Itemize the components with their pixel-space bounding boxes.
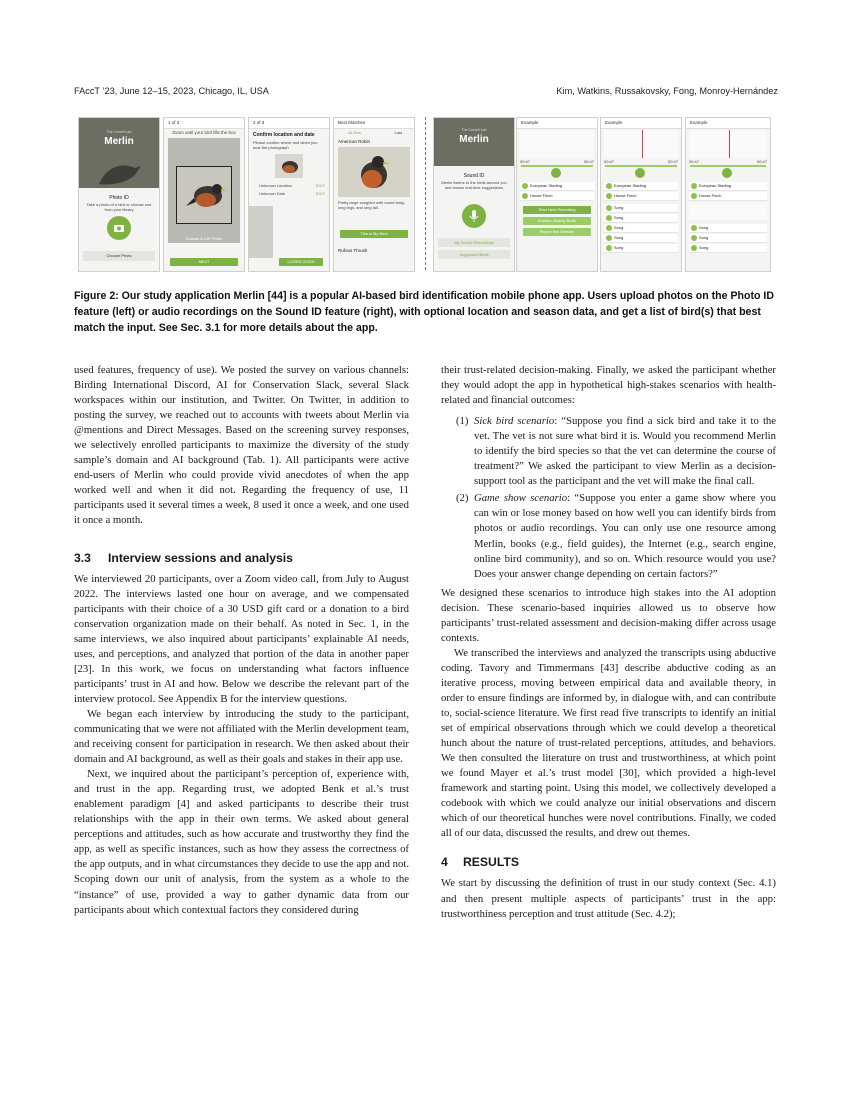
song-row[interactable]: Song (604, 224, 678, 233)
song-row[interactable]: Song (689, 234, 767, 243)
brand-title: Merlin (459, 134, 489, 145)
bird-thumb-icon (691, 193, 697, 199)
play-button[interactable] (551, 168, 561, 178)
song-row[interactable]: Song (604, 204, 678, 213)
running-header-left: FAccT ’23, June 12–15, 2023, Chicago, IL, USA (74, 86, 269, 96)
section-heading-3-3: 3.3 Interview sessions and analysis (74, 550, 293, 565)
choose-diff-photo[interactable]: Choose A Diff. Photo (185, 236, 223, 241)
song-icon (606, 235, 612, 241)
explore-nearby-button[interactable]: Explore Nearby Birds (523, 217, 591, 225)
match-photo (338, 147, 410, 197)
crop-photo (168, 138, 240, 243)
confirm-title: Confirm location and date (253, 132, 315, 138)
left-column (74, 363, 409, 918)
figure-divider (425, 117, 426, 270)
screen-sound-results-2 (600, 117, 682, 272)
screen-sound-results-3 (685, 117, 771, 272)
figure-merlin-screens (78, 117, 772, 270)
bird-thumb-icon (606, 193, 612, 199)
choose-photo-button[interactable]: Choose Photo (83, 251, 155, 261)
section-heading-4: 4 RESULTS (441, 855, 519, 870)
spectrogram (520, 130, 594, 158)
song-icon (691, 235, 697, 241)
song-row[interactable]: Song (604, 234, 678, 243)
matches-title: Best Matches (334, 118, 414, 129)
play-button[interactable] (722, 168, 732, 178)
result-row[interactable]: House Finch (604, 192, 678, 201)
screen-best-matches (333, 117, 415, 272)
step-indicator: 2 of 3 (249, 118, 329, 129)
list-item: (1) Sick bird scenario: “Suppose you find a sick bird and take it to the vet. The vet is not sure what bird it is. Would you recommend Merlin to identify the bird species so that the vet can determine the course of treatment?” We asked the participant to view Merlin as a decision-support tool as the participant and the vet will make the final call. (456, 415, 776, 488)
bird-thumb-icon (522, 193, 528, 199)
screen-photo-id (78, 117, 160, 272)
microphone-icon (462, 204, 486, 228)
screen-title: Example (686, 118, 770, 129)
time-end: 00:47 (667, 159, 678, 164)
my-recordings-button[interactable]: My Sound Recordings (438, 238, 510, 247)
screen-location (248, 117, 330, 272)
running-header-right: Kim, Watkins, Russakovsky, Fong, Monroy-Hernández (556, 86, 778, 96)
song-row[interactable]: Song (689, 244, 767, 253)
unknown-location[interactable]: Unknown Location (259, 183, 292, 188)
paragraph: used features, frequency of use). We posted the survey on various channels: Birding International Discord, AI for Conservation Slack, several Slack workspaces within our institution, and Twitter. On Twitter, in addition to posting the survey, we reached out to accounts with tweets about Merlin via @mentions and Direct Messages. Based on the screening survey responses, we selectively enrolled participants to maximize the diversity of the study sample’s domain and AI background (Tab. 1). All participants were active end-users of Merlin who could provide vivid anecdotes of when the app worked well and when it did not. Regarding the frequency of use, 11 participants used it several times a week, 8 used it once a week, and one used it once a month. (74, 364, 409, 527)
time-start: 00:47 (689, 159, 700, 164)
second-match-name: Rufous Thrush (338, 248, 368, 253)
bird-silhouette-icon (93, 152, 145, 188)
edit-location[interactable]: EDIT (315, 183, 325, 188)
tab-last[interactable]: Last (394, 130, 402, 135)
progress-bar[interactable] (690, 165, 766, 167)
unknown-date[interactable]: Unknown Date (259, 191, 286, 196)
song-icon (691, 245, 697, 251)
result-row[interactable]: House Finch (520, 192, 594, 201)
song-icon (606, 205, 612, 211)
song-row[interactable]: Song (604, 244, 678, 253)
match-bird-name: American Robin (338, 139, 371, 144)
brand-small: The Cornell Lab (461, 128, 487, 132)
paragraph: We start by discussing the definition of trust in our study context (Sec. 4.1) and then present multiple aspects of participants’ trust in the app: trustworthiness perception and trust attitude (Sec. 4.2); (441, 877, 776, 920)
song-row[interactable]: Song (604, 214, 678, 223)
play-button[interactable] (635, 168, 645, 178)
photo-strip (249, 206, 273, 258)
tab-all-sea[interactable]: All Sea (348, 130, 361, 135)
bird-thumb-icon (606, 183, 612, 189)
screen-title: Example (517, 118, 597, 129)
feature-desc: Take a photo of a bird or choose one from your library (86, 202, 152, 212)
camera-button[interactable] (107, 216, 131, 240)
song-icon (606, 215, 612, 221)
brand-title: Merlin (104, 136, 134, 147)
screen-sound-results-1 (516, 117, 598, 272)
suggested-birds-button[interactable]: Suggested Birds (438, 250, 510, 259)
time-end: 00:47 (583, 159, 594, 164)
feature-title: Sound ID (463, 173, 485, 179)
robin-bird-image (184, 176, 228, 216)
looks-good-button[interactable]: LOOKS GOOD (279, 258, 323, 266)
right-column (441, 363, 776, 922)
record-button[interactable] (462, 204, 486, 228)
figure-caption: Figure 2: Our study application Merlin [44] is a popular AI-based bird identification mobile phone app. Users upload photos on the Photo ID feature (left) or audio recordings on the Sound ID feature (right), with optional location and season data, and get a list of bird(s) that best match the input. See Sec. 3.1 for more details about the app. (74, 290, 775, 334)
result-row[interactable]: European Starling (689, 182, 767, 191)
start-new-recording-button[interactable]: Start New Recording (523, 206, 591, 214)
bird-thumb-icon (522, 183, 528, 189)
screen-title: Example (601, 118, 681, 129)
paragraph: their trust-related decision-making. Finally, we asked the participant whether they would adopt the app in hypothetical high-stakes scenarios with health-related and financial outcomes: (441, 364, 776, 407)
time-end: 00:47 (756, 159, 767, 164)
feature-desc: Merlin listens to the birds around you and shows real-time suggestions (441, 180, 507, 190)
progress-bar[interactable] (521, 165, 593, 167)
song-icon (606, 225, 612, 231)
paragraph: Next, we inquired about the participant’s perception of, experience with, and trust in the app. Regarding trust, we adopted Benk et al.’s trust enablement paradigm [4] and asked participants to describe their trust relationships with the app in their own terms. We asked about general perceptions and attitudes, such as how accurate and trustworthy they find the app, as well as specific instances, such as how they assess the correctness of the app outputs, and in what circumstances they decide to use the app and not. Scoping down our unit of analysis, from the system as a whole to the “instance” of use, provided a way to gather dynamic data from our participants about which contextual factors they considered during (74, 768, 409, 916)
paragraph: We began each interview by introducing the study to the participant, communicating that we were not affiliated with the Merlin development team, and receiving consent for participation in research. We then asked about their domain and AI background, as well as their goals and stakes in their app use. (74, 707, 409, 766)
song-row[interactable]: Song (689, 224, 767, 233)
spectrogram (689, 130, 767, 158)
progress-bar[interactable] (605, 165, 677, 167)
camera-icon (107, 216, 131, 240)
result-row[interactable]: European Starling (520, 182, 594, 191)
scenario-list (441, 414, 776, 582)
spectrogram (604, 130, 678, 158)
screen-sound-id (433, 117, 515, 272)
list-item: (2) Game show scenario: “Suppose you enter a game show where you can win or lose money based on how well you can identify birds from photos or audio recordings. You can only use one resource among Merlin, books (e.g., field guides), the Internet (e.g., search engine, online bird community), and so on. Which resource would you use? Does your answer change depending on certain factors?” (456, 492, 776, 580)
robin-thumb-image (275, 154, 303, 178)
song-icon (691, 225, 697, 231)
next-button[interactable]: NEXT (170, 258, 238, 266)
bird-thumb-icon (691, 183, 697, 189)
result-row[interactable]: House Finch (689, 192, 767, 201)
confirm-desc: Please confirm where and when you took the photograph (253, 140, 318, 150)
report-session-button[interactable]: Report this Session (523, 228, 591, 236)
crop-instruction: Zoom until your bird fills the box (172, 130, 236, 135)
time-start: 00:47 (520, 159, 531, 164)
step-indicator: 1 of 3 (164, 118, 244, 129)
robin-match-image (350, 151, 398, 195)
paragraph: We transcribed the interviews and analyzed the transcripts using abductive coding. Tavory and Timmermans [43] describe abductive coding as an iterative process, moving between empirical data and available theory, in order to ensure findings are informed by, in dialogue with, and can contribute to, social-science literature. We first read five transcripts to identify an initial set of empirical observations through which we could develop a theoretical hunch about the nature of trust-related perceptions, attitudes, and behaviors. We then consulted the literature on trust and trustworthiness, at which point we found Mayer et al.’s trust model [30], which provided a high-level framework and starting point. Using this model, we collectively developed a codebook with which we could analyze our initial observations and discern which of our theoretical hunches were novel contributions. Finally, we coded all of our data, discussed the results, and drew out themes. (441, 646, 776, 840)
time-start: 00:47 (604, 159, 615, 164)
song-icon (606, 245, 612, 251)
feature-title: Photo ID (109, 195, 129, 201)
this-is-my-bird-button[interactable]: This is My Bird! (340, 230, 408, 238)
brand-small: The Cornell Lab (106, 130, 132, 134)
paragraph: We interviewed 20 participants, over a Zoom video call, from July to August 2022. The interviews lasted one hour on average, and we compensated participants with their choice of a 30 USD gift card or a donation to a bird conservation organization made on their behalf. As noted in Sec. 1, in the same interviews, we also inquired about participants’ explainable AI needs, uses, and perceptions, and analyzed that portion of the data in another paper [23]. In this work, we focus on understanding what factors influence participants’ trust in AI and how. Below we describe the relevant part of the interview protocol. See Appendix B for the interview questions. (74, 572, 409, 705)
edit-date[interactable]: EDIT (315, 191, 325, 196)
mini-spectrogram (689, 202, 767, 220)
screen-crop (163, 117, 245, 272)
result-row[interactable]: European Starling (604, 182, 678, 191)
paragraph: We designed these scenarios to introduce high stakes into the AI adoption decision. These scenario-based inquiries allowed us to observe how participants’ trust-related assessment and decision-making differ across usage contexts. (441, 586, 776, 644)
match-desc: Pretty large songbird with round body, long legs, and long tail. (338, 200, 406, 210)
